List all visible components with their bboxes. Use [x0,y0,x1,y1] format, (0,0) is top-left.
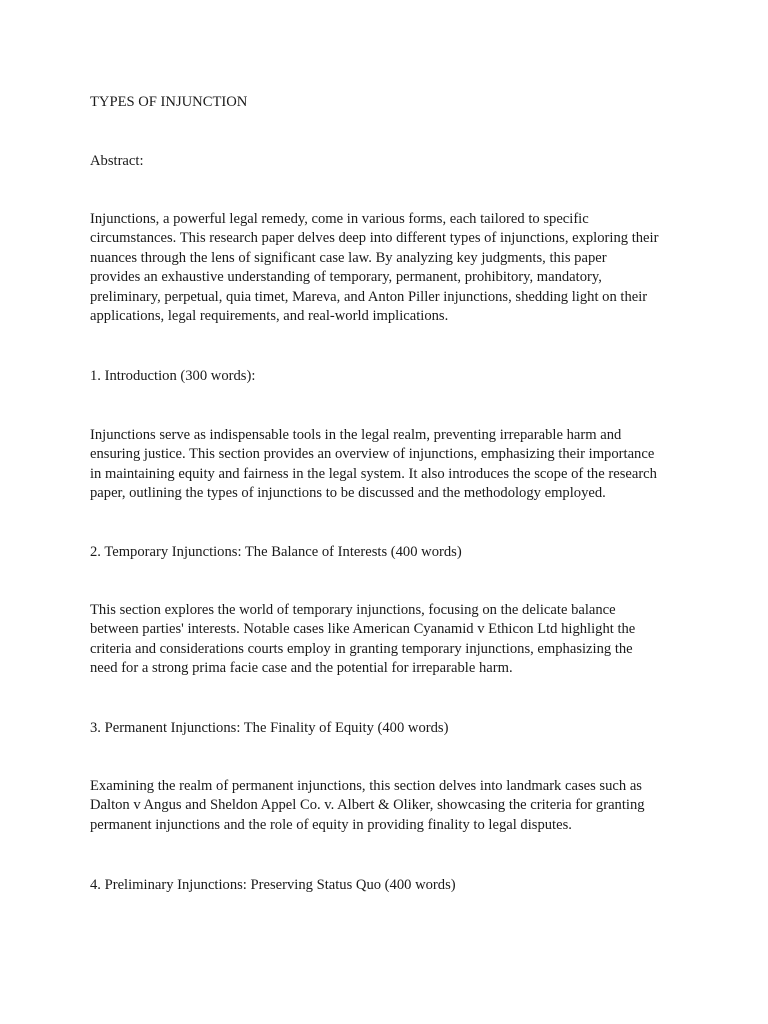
abstract-paragraph [90,210,690,326]
document-title: TYPES OF INJUNCTION [90,94,248,110]
text-line: permanent injunctions and the role of equity in providing finality to legal disputes. [90,816,572,833]
section-heading-permanent: 3. Permanent Injunctions: The Finality of Equity (400 words) [90,720,449,736]
text-line: in maintaining equity and fairness in the legal system. It also introduces the scope of the research [90,465,657,482]
text-line: Dalton v Angus and Sheldon Appel Co. v. Albert & Oliker, showcasing the criteria for granting [90,797,645,814]
text-line: Examining the realm of permanent injunctions, this section delves into landmark cases such as [90,778,642,794]
permanent-paragraph [90,777,690,835]
text-line: between parties' interests. Notable cases like American Cyanamid v Ethicon Ltd highlight the [90,621,636,638]
text-line: need for a strong prima facie case and the potential for irreparable harm. [90,660,513,677]
text-line: provides an exhaustive understanding of temporary, permanent, prohibitory, mandatory, [90,269,602,286]
text-line: paper, outlining the types of injunctions to be discussed and the methodology employed. [90,485,606,502]
text-line: criteria and considerations courts employ in granting temporary injunctions, emphasizing the [90,640,633,657]
text-line: Injunctions serve as indispensable tools in the legal realm, preventing irreparable harm and [90,427,622,443]
section-heading-temporary: 2. Temporary Injunctions: The Balance of Interests (400 words) [90,544,462,560]
text-line: Injunctions, a powerful legal remedy, come in various forms, each tailored to specific [90,211,589,227]
section-heading-introduction: 1. Introduction (300 words): [90,368,256,384]
abstract-heading: Abstract: [90,153,144,169]
text-line: nuances through the lens of significant case law. By analyzing key judgments, this paper [90,249,607,266]
text-line: preliminary, perpetual, quia timet, Mareva, and Anton Piller injunctions, shedding light on their [90,288,648,305]
text-line: This section explores the world of temporary injunctions, focusing on the delicate balance [90,602,616,618]
text-line: ensuring justice. This section provides an overview of injunctions, emphasizing their importance [90,446,655,463]
temporary-paragraph [90,601,690,679]
introduction-paragraph [90,426,690,504]
text-line: applications, legal requirements, and real-world implications. [90,307,449,324]
section-heading-preliminary: 4. Preliminary Injunctions: Preserving Status Quo (400 words) [90,877,456,893]
text-line: circumstances. This research paper delves deep into different types of injunctions, exploring their [90,230,659,247]
